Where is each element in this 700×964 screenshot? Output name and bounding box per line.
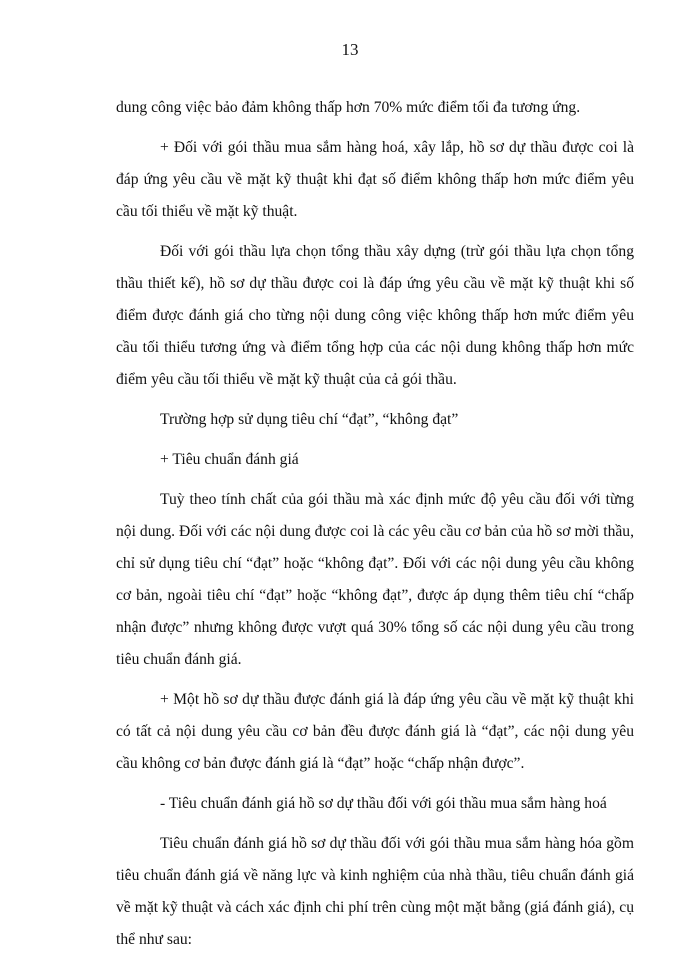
document-body — [116, 92, 634, 964]
paragraph-goods-construction-technical: + Đối với gói thầu mua sắm hàng hoá, xây lắp, hồ sơ dự thầu được coi là đáp ứng yêu cầu về mặt kỹ thuật khi đạt số điểm không thấp hơn mức điểm yêu cầu tối thiểu về mặt kỹ thuật. — [116, 139, 634, 220]
paragraph-goods-evaluation-heading: - Tiêu chuẩn đánh giá hồ sơ dự thầu đối với gói thầu mua sắm hàng hoá — [160, 795, 607, 812]
page-number: 13 — [341, 40, 359, 59]
paragraph-evaluation-criteria-heading: + Tiêu chuẩn đánh giá — [160, 451, 299, 468]
paragraph-goods-evaluation-details: Tiêu chuẩn đánh giá hồ sơ dự thầu đối với gói thầu mua sắm hàng hóa gồm tiêu chuẩn đánh giá về năng lực và kinh nghiệm của nhà thầu, tiêu chuẩn đánh giá về mặt kỹ thuật và cách xác định chi phí trên cùng một mặt bằng (giá đánh giá), cụ thể như sau: — [116, 835, 634, 948]
paragraph-continuation: dung công việc bảo đảm không thấp hơn 70% mức điểm tối đa tương ứng. — [116, 99, 581, 116]
paragraph-requirement-levels: Tuỳ theo tính chất của gói thầu mà xác định mức độ yêu cầu đối với từng nội dung. Đối với các nội dung được coi là các yêu cầu cơ bản của hồ sơ mời thầu, chỉ sử dụng tiêu chí “đạt” hoặc “không đạt”. Đối với các nội dung yêu cầu không cơ bản, ngoài tiêu chí “đạt” hoặc “không đạt”, được áp dụng thêm tiêu chí “chấp nhận được” nhưng không được vượt quá 30% tổng số các nội dung yêu cầu trong tiêu chuẩn đánh giá. — [116, 491, 634, 668]
paragraph-technical-responsiveness: + Một hồ sơ dự thầu được đánh giá là đáp ứng yêu cầu về mặt kỹ thuật khi có tất cả nội dung yêu cầu cơ bản đều được đánh giá là “đạt”, các nội dung yêu cầu không cơ bản được đánh giá là “đạt” hoặc “chấp nhận được”. — [116, 691, 634, 772]
paragraph-general-contractor: Đối với gói thầu lựa chọn tổng thầu xây dựng (trừ gói thầu lựa chọn tổng thầu thiết kế), hồ sơ dự thầu được coi là đáp ứng yêu cầu về mặt kỹ thuật khi số điểm được đánh giá cho từng nội dung công việc không thấp hơn mức điểm yêu cầu tối thiểu tương ứng và điểm tổng hợp của các nội dung không thấp hơn mức điểm yêu cầu tối thiểu về mặt kỹ thuật của cả gói thầu. — [116, 243, 634, 388]
paragraph-pass-fail-case: Trường hợp sử dụng tiêu chí “đạt”, “không đạt” — [160, 411, 459, 428]
